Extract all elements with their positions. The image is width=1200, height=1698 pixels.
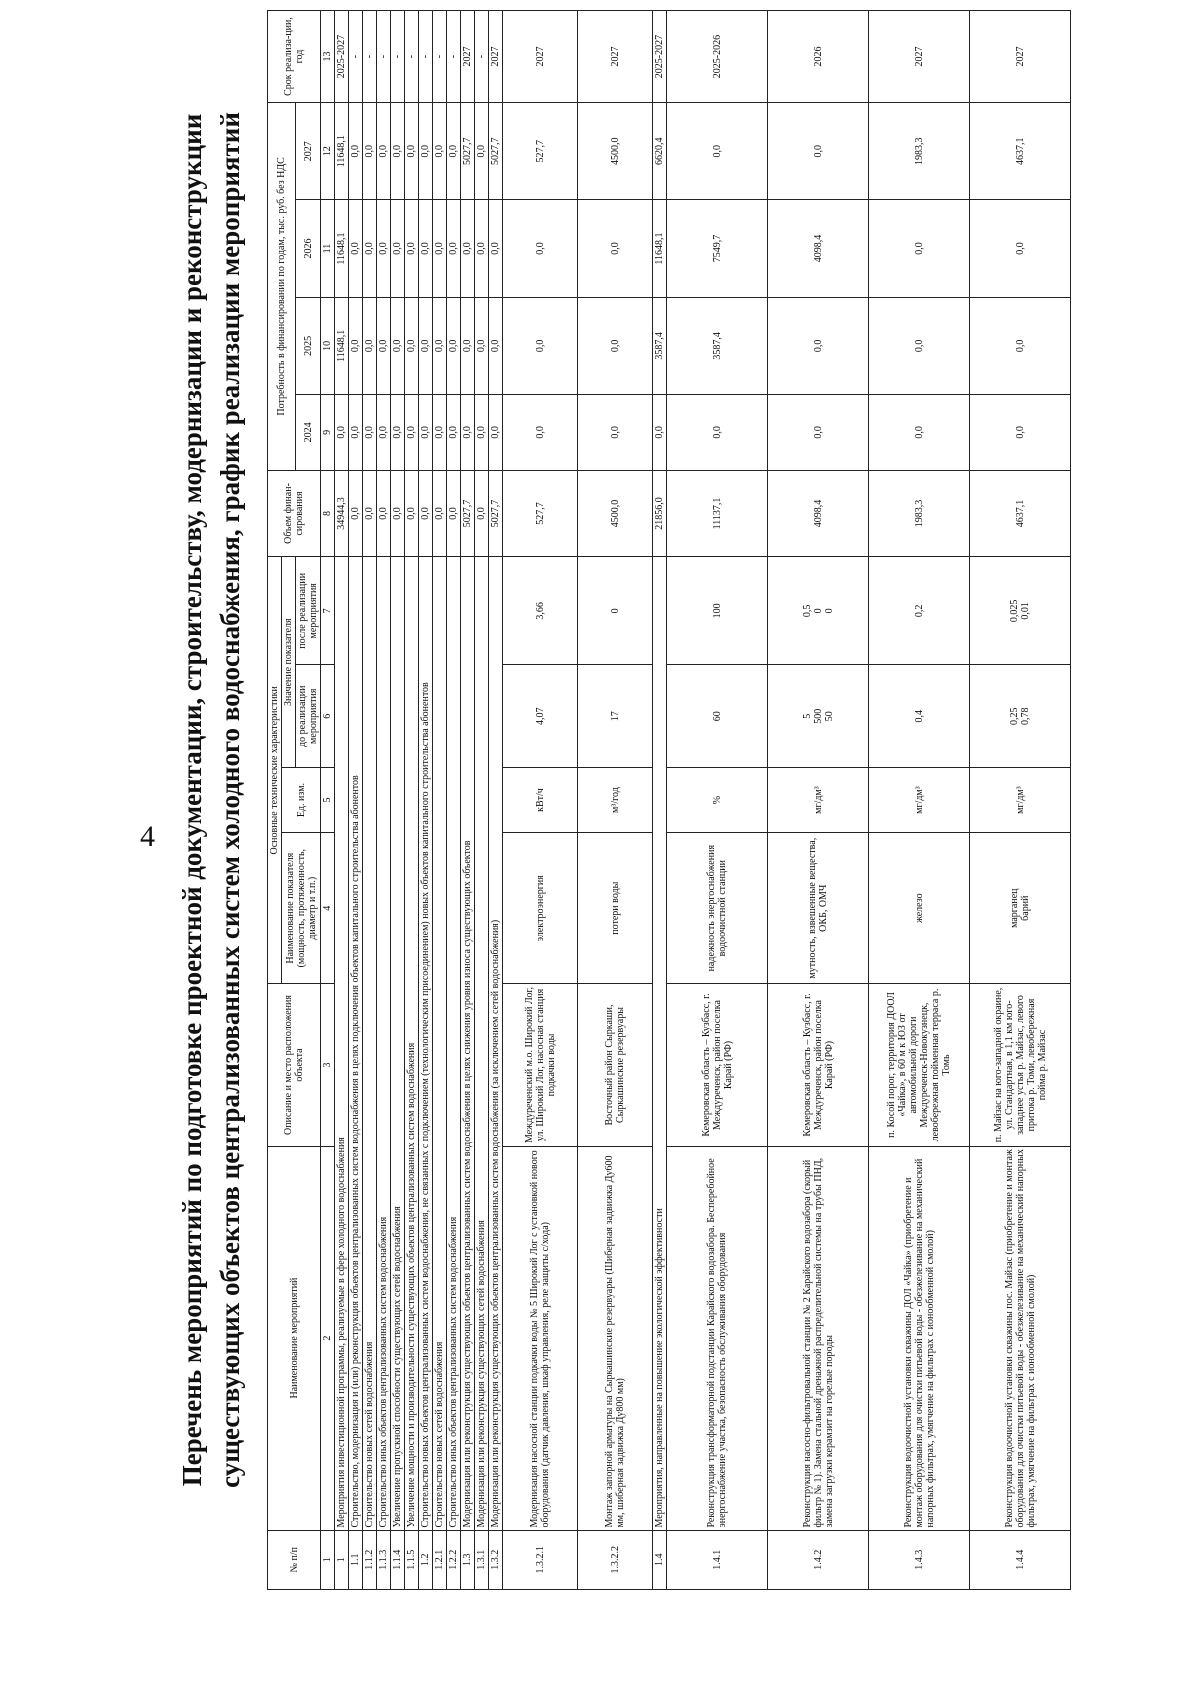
header-2024: 2024 xyxy=(296,395,321,471)
implementation-term: 2027 xyxy=(461,11,475,103)
section-row xyxy=(433,11,447,1590)
row-number: 1.4 xyxy=(653,1530,667,1589)
financing-2026: 0,0 xyxy=(461,200,475,297)
column-number: 7 xyxy=(321,557,335,665)
section-row xyxy=(461,11,475,1590)
financing-2027: 0,0 xyxy=(405,103,419,200)
section-row xyxy=(653,11,667,1590)
value-before: 17 xyxy=(578,665,653,768)
column-number: 2 xyxy=(321,1146,335,1530)
financing-2026: 0,0 xyxy=(377,200,391,297)
financing-volume: 0,0 xyxy=(391,470,405,557)
value-after: 0 xyxy=(578,557,653,665)
financing-2025: 11648,1 xyxy=(335,297,349,394)
financing-2026: 0,0 xyxy=(475,200,489,297)
financing-2026: 0,0 xyxy=(578,200,653,297)
indicator-name: марганец барий xyxy=(970,832,1071,983)
section-row xyxy=(335,11,349,1590)
section-row xyxy=(419,11,433,1590)
financing-2025: 0,0 xyxy=(869,297,970,394)
financing-2025: 3587,4 xyxy=(653,297,667,394)
column-number: 1 xyxy=(321,1530,335,1589)
measure-row xyxy=(578,11,653,1590)
financing-volume: 4500,0 xyxy=(578,470,653,557)
section-title: Мероприятия инвестиционной программы, реализуемые в сфере холодного водоснабжения xyxy=(335,557,349,1530)
financing-2026: 11648,1 xyxy=(653,200,667,297)
section-title: Увеличение мощности и производительности существующих объектов централизованных систем водоснабжения xyxy=(405,557,419,1530)
indicator-name: железо xyxy=(869,832,970,983)
financing-2027: 5027,7 xyxy=(489,103,503,200)
value-after: 0,5 0 0 xyxy=(768,557,869,665)
row-number: 1.1.4 xyxy=(391,1530,405,1589)
implementation-term: 2025-2027 xyxy=(335,11,349,103)
document-title-line-1: Перечень мероприятий по подготовке проектной документации, строительству, модернизации и реконструкции xyxy=(177,113,207,1487)
financing-2024: 0,0 xyxy=(405,395,419,471)
row-number: 1.2.1 xyxy=(433,1530,447,1589)
financing-2027: 1983,3 xyxy=(869,103,970,200)
header-tech: Основные технические характеристики xyxy=(268,557,282,984)
object-location: Междуреченский м.о. Широкий Лог, ул. Широкий Лог, насосная станция подкачки воды xyxy=(503,984,578,1146)
object-location: п. Косой порог, территория ДООЛ «Чайка», в 60 м к ЮЗ от автомобильной дороги Междуреченск-Новокузнецк, левобережная пойменная терраса р. Томь xyxy=(869,984,970,1146)
financing-2027: 0,0 xyxy=(349,103,363,200)
financing-2025: 0,0 xyxy=(363,297,377,394)
financing-2025: 0,0 xyxy=(578,297,653,394)
financing-volume: 4637,1 xyxy=(970,470,1071,557)
financing-2025: 0,0 xyxy=(405,297,419,394)
column-number: 9 xyxy=(321,395,335,471)
object-location: п. Майзас на юго-западной окраине, ул. Стандартная, в 1,1 км юго-западнее устья р. Майзас, левого притока р. Томи, левобережная пойма р. Майзас xyxy=(970,984,1071,1146)
section-title: Строительство новых объектов централизованных систем водоснабжения, не связанных с подключением (технологическим присоединением) новых объектов капитального строительства абонентов xyxy=(419,557,433,1530)
financing-volume: 21856,0 xyxy=(653,470,667,557)
section-title: Строительство новых сетей водоснабжения xyxy=(363,557,377,1530)
implementation-term: - xyxy=(363,11,377,103)
page-number: 4 xyxy=(140,820,155,853)
header-2027: 2027 xyxy=(296,103,321,200)
measure-name: Реконструкция трансформаторной подстанции Карайского водозабора. Бесперебойное энергоснабжение участка, безопасность обслуживания оборудования xyxy=(667,1146,768,1530)
row-number: 1 xyxy=(335,1530,349,1589)
financing-2024: 0,0 xyxy=(349,395,363,471)
row-number: 1.4.1 xyxy=(667,1530,768,1589)
rotated-page-content xyxy=(175,10,1195,1590)
financing-2024: 0,0 xyxy=(475,395,489,471)
header-need: Потребность в финансировании по годам, тыс. руб. без НДС xyxy=(268,103,296,471)
header-term: Срок реализа-ции, год xyxy=(268,11,321,103)
financing-volume: 527,7 xyxy=(503,470,578,557)
measure-name: Модернизация насосной станции подкачки воды № 5 Широкий Лог с установкой нового оборудования (датчик давления, шкаф управления, реле защиты с/хода) xyxy=(503,1146,578,1530)
header-place: Описание и место расположения объекта xyxy=(268,984,321,1146)
financing-2026: 0,0 xyxy=(405,200,419,297)
indicator-name: потери воды xyxy=(578,832,653,983)
measure-name: Монтаж запорной арматуры на Сыркашинские резервуары (Шиберная задвижка Ду600 мм, шиберная задвижка Ду800 мм) xyxy=(578,1146,653,1530)
value-after: 100 xyxy=(667,557,768,665)
header-indicator: Наименование показателя (мощность, протяженность, диаметр и т.п.) xyxy=(282,832,321,983)
value-before: 0,25 0,78 xyxy=(970,665,1071,768)
header-value: Значение показателя xyxy=(282,557,296,768)
financing-volume: 4098,4 xyxy=(768,470,869,557)
financing-volume: 34944,3 xyxy=(335,470,349,557)
financing-2027: 0,0 xyxy=(391,103,405,200)
financing-2025: 0,0 xyxy=(970,297,1071,394)
financing-2027: 4637,1 xyxy=(970,103,1071,200)
header-num: № п/п xyxy=(268,1530,321,1589)
financing-2024: 0,0 xyxy=(768,395,869,471)
section-row xyxy=(447,11,461,1590)
column-number: 4 xyxy=(321,832,335,983)
row-number: 1.1 xyxy=(349,1530,363,1589)
financing-2025: 0,0 xyxy=(377,297,391,394)
financing-2024: 0,0 xyxy=(461,395,475,471)
financing-2026: 0,0 xyxy=(349,200,363,297)
financing-2025: 0,0 xyxy=(768,297,869,394)
implementation-term: 2027 xyxy=(489,11,503,103)
implementation-term: - xyxy=(447,11,461,103)
section-title: Строительство новых сетей водоснабжения xyxy=(433,557,447,1530)
column-number: 5 xyxy=(321,768,335,833)
measure-name: Реконструкция насосно-фильтровальной станции № 2 Карайского водозабора (скорый фильтр № 1). Замена стальной дренажной распределительной системы на трубы ПНД, замена загрузки керамзит на горелые породы xyxy=(768,1146,869,1530)
financing-volume: 1983,3 xyxy=(869,470,970,557)
financing-2025: 0,0 xyxy=(489,297,503,394)
financing-2025: 0,0 xyxy=(475,297,489,394)
financing-2025: 3587,4 xyxy=(667,297,768,394)
indicator-name: надежность энергоснабжения водоочистной станции xyxy=(667,832,768,983)
section-title: Модернизация или реконструкция существующих объектов централизованных систем водоснабжения в целях снижения уровня износа существующих объектов xyxy=(461,557,475,1530)
object-location: Кемеровская область – Кузбасс, г. Междуреченск, район поселка Карай (РФ) xyxy=(768,984,869,1146)
column-number: 6 xyxy=(321,665,335,768)
section-row xyxy=(349,11,363,1590)
financing-2026: 0,0 xyxy=(970,200,1071,297)
financing-2027: 0,0 xyxy=(433,103,447,200)
measures-table xyxy=(267,10,1071,1590)
header-after: после реализации мероприятия xyxy=(296,557,321,665)
financing-2027: 0,0 xyxy=(667,103,768,200)
financing-2026: 7549,7 xyxy=(667,200,768,297)
financing-2024: 0,0 xyxy=(667,395,768,471)
section-row xyxy=(363,11,377,1590)
value-before: 5 500 50 xyxy=(768,665,869,768)
unit: м³/год xyxy=(578,768,653,833)
financing-volume: 0,0 xyxy=(363,470,377,557)
column-number-row xyxy=(321,11,335,1590)
section-row xyxy=(377,11,391,1590)
financing-2024: 0,0 xyxy=(489,395,503,471)
section-title: Модернизация или реконструкция существующих сетей водоснабжения xyxy=(475,557,489,1530)
financing-2026: 0,0 xyxy=(503,200,578,297)
financing-volume: 11137,1 xyxy=(667,470,768,557)
financing-2026: 0,0 xyxy=(363,200,377,297)
unit: мг/дм³ xyxy=(768,768,869,833)
financing-2024: 0,0 xyxy=(503,395,578,471)
column-number: 3 xyxy=(321,984,335,1146)
row-number: 1.3 xyxy=(461,1530,475,1589)
measure-name: Реконструкция водоочистной установки скважины ДОЛ «Чайка» (приобретение и монтаж оборудования для очистки питьевой воды - обезжелезивание на механический напорных фильтрах, умягчение на фильтрах с ионообменной смолой) xyxy=(869,1146,970,1530)
financing-2026: 0,0 xyxy=(447,200,461,297)
implementation-term: 2025-2026 xyxy=(667,11,768,103)
financing-2026: 11648,1 xyxy=(335,200,349,297)
financing-2027: 527,7 xyxy=(503,103,578,200)
financing-2025: 0,0 xyxy=(349,297,363,394)
financing-2027: 0,0 xyxy=(447,103,461,200)
financing-2025: 0,0 xyxy=(503,297,578,394)
financing-2024: 0,0 xyxy=(447,395,461,471)
section-row xyxy=(391,11,405,1590)
section-title: Строительство иных объектов централизованных систем водоснабжения xyxy=(447,557,461,1530)
value-after: 0,2 xyxy=(869,557,970,665)
section-title: Строительство, модернизация и (или) реконструкция объектов централизованных систем водоснабжения в целях подключения объектов капитального строительства абонентов xyxy=(349,557,363,1530)
indicator-name: мутность, взвешенные вещества, ОКБ, ОМЧ xyxy=(768,832,869,983)
row-number: 1.3.2.1 xyxy=(503,1530,578,1589)
implementation-term: 2027 xyxy=(578,11,653,103)
document-title-line-2: существующих объектов централизованных систем холодного водоснабжения, график реализации мероприятий xyxy=(215,112,245,1488)
section-title: Строительство иных объектов централизованных систем водоснабжения xyxy=(377,557,391,1530)
financing-volume: 0,0 xyxy=(377,470,391,557)
financing-2027: 5027,7 xyxy=(461,103,475,200)
row-number: 1.1.5 xyxy=(405,1530,419,1589)
column-number: 11 xyxy=(321,200,335,297)
unit: мг/дм³ xyxy=(970,768,1071,833)
financing-2024: 0,0 xyxy=(335,395,349,471)
header-before: до реализации мероприятия xyxy=(296,665,321,768)
unit: мг/дм³ xyxy=(869,768,970,833)
measure-row xyxy=(768,11,869,1590)
financing-volume: 0,0 xyxy=(433,470,447,557)
financing-volume: 0,0 xyxy=(447,470,461,557)
financing-2024: 0,0 xyxy=(653,395,667,471)
implementation-term: 2027 xyxy=(503,11,578,103)
column-number: 10 xyxy=(321,297,335,394)
financing-2027: 11648,1 xyxy=(335,103,349,200)
implementation-term: 2026 xyxy=(768,11,869,103)
section-row xyxy=(475,11,489,1590)
unit: кВт/ч xyxy=(503,768,578,833)
implementation-term: 2027 xyxy=(869,11,970,103)
financing-2026: 0,0 xyxy=(419,200,433,297)
measure-row xyxy=(869,11,970,1590)
object-location: Восточный район Сыркаши, Сыркашинские резервуары xyxy=(578,984,653,1146)
implementation-term: - xyxy=(405,11,419,103)
financing-2024: 0,0 xyxy=(970,395,1071,471)
financing-2027: 0,0 xyxy=(419,103,433,200)
section-title: Модернизация или реконструкция существующих объектов централизованных систем водоснабжения (за исключением сетей водоснабжения) xyxy=(489,557,503,1530)
financing-2026: 4098,4 xyxy=(768,200,869,297)
financing-volume: 0,0 xyxy=(475,470,489,557)
measure-row xyxy=(970,11,1071,1590)
column-number: 12 xyxy=(321,103,335,200)
implementation-term: - xyxy=(475,11,489,103)
row-number: 1.2.2 xyxy=(447,1530,461,1589)
row-number: 1.3.1 xyxy=(475,1530,489,1589)
value-after: 3,66 xyxy=(503,557,578,665)
financing-2027: 0,0 xyxy=(377,103,391,200)
row-number: 1.1.2 xyxy=(363,1530,377,1589)
value-before: 0,4 xyxy=(869,665,970,768)
header-2026: 2026 xyxy=(296,200,321,297)
financing-volume: 0,0 xyxy=(419,470,433,557)
row-number: 1.1.3 xyxy=(377,1530,391,1589)
measure-row xyxy=(667,11,768,1590)
financing-2024: 0,0 xyxy=(869,395,970,471)
column-number: 13 xyxy=(321,11,335,103)
row-number: 1.3.2.2 xyxy=(578,1530,653,1589)
financing-2024: 0,0 xyxy=(433,395,447,471)
financing-2026: 0,0 xyxy=(869,200,970,297)
financing-2027: 0,0 xyxy=(768,103,869,200)
column-number: 8 xyxy=(321,470,335,557)
measure-row xyxy=(503,11,578,1590)
header-volume: Объем финан-сирования xyxy=(268,470,321,557)
financing-2026: 0,0 xyxy=(433,200,447,297)
row-number: 1.4.2 xyxy=(768,1530,869,1589)
indicator-name: электроэнергия xyxy=(503,832,578,983)
financing-2024: 0,0 xyxy=(377,395,391,471)
row-number: 1.4.3 xyxy=(869,1530,970,1589)
measure-name: Реконструкция водоочистной установки скважины пос. Майзас (приобретение и монтаж оборудования для очистки питьевой воды - обезжелезивание на механический напорных фильтрах, умягчение на фильтрах с ионообменной смолой) xyxy=(970,1146,1071,1530)
row-number: 1.3.2 xyxy=(489,1530,503,1589)
implementation-term: - xyxy=(349,11,363,103)
implementation-term: - xyxy=(419,11,433,103)
financing-2024: 0,0 xyxy=(363,395,377,471)
financing-2024: 0,0 xyxy=(391,395,405,471)
financing-2025: 0,0 xyxy=(433,297,447,394)
value-before: 60 xyxy=(667,665,768,768)
financing-volume: 0,0 xyxy=(349,470,363,557)
financing-2024: 0,0 xyxy=(419,395,433,471)
financing-2026: 0,0 xyxy=(489,200,503,297)
financing-2027: 0,0 xyxy=(475,103,489,200)
object-location: Кемеровская область – Кузбасс, г. Междуреченск, район поселка Карай (РФ) xyxy=(667,984,768,1146)
value-after: 0,025 0,01 xyxy=(970,557,1071,665)
financing-volume: 5027,7 xyxy=(489,470,503,557)
financing-2025: 0,0 xyxy=(419,297,433,394)
financing-2025: 0,0 xyxy=(447,297,461,394)
financing-2026: 0,0 xyxy=(391,200,405,297)
implementation-term: - xyxy=(391,11,405,103)
unit: % xyxy=(667,768,768,833)
header-2025: 2025 xyxy=(296,297,321,394)
section-row xyxy=(405,11,419,1590)
section-row xyxy=(489,11,503,1590)
implementation-term: - xyxy=(433,11,447,103)
financing-2024: 0,0 xyxy=(578,395,653,471)
section-title: Увеличение пропускной способности существующих сетей водоснабжения xyxy=(391,557,405,1530)
header-name: Наименование мероприятий xyxy=(268,1146,321,1530)
row-number: 1.2 xyxy=(419,1530,433,1589)
header-unit: Ед. изм. xyxy=(282,768,321,833)
value-before: 4,07 xyxy=(503,665,578,768)
section-title: Мероприятия, направленные на повышение экологической эффективности xyxy=(653,557,667,1530)
implementation-term: 2027 xyxy=(970,11,1071,103)
financing-2027: 6620,4 xyxy=(653,103,667,200)
financing-2027: 4500,0 xyxy=(578,103,653,200)
financing-volume: 0,0 xyxy=(405,470,419,557)
financing-2025: 0,0 xyxy=(461,297,475,394)
implementation-term: - xyxy=(377,11,391,103)
row-number: 1.4.4 xyxy=(970,1530,1071,1589)
financing-2025: 0,0 xyxy=(391,297,405,394)
financing-2027: 0,0 xyxy=(363,103,377,200)
implementation-term: 2025-2027 xyxy=(653,11,667,103)
financing-volume: 5027,7 xyxy=(461,470,475,557)
